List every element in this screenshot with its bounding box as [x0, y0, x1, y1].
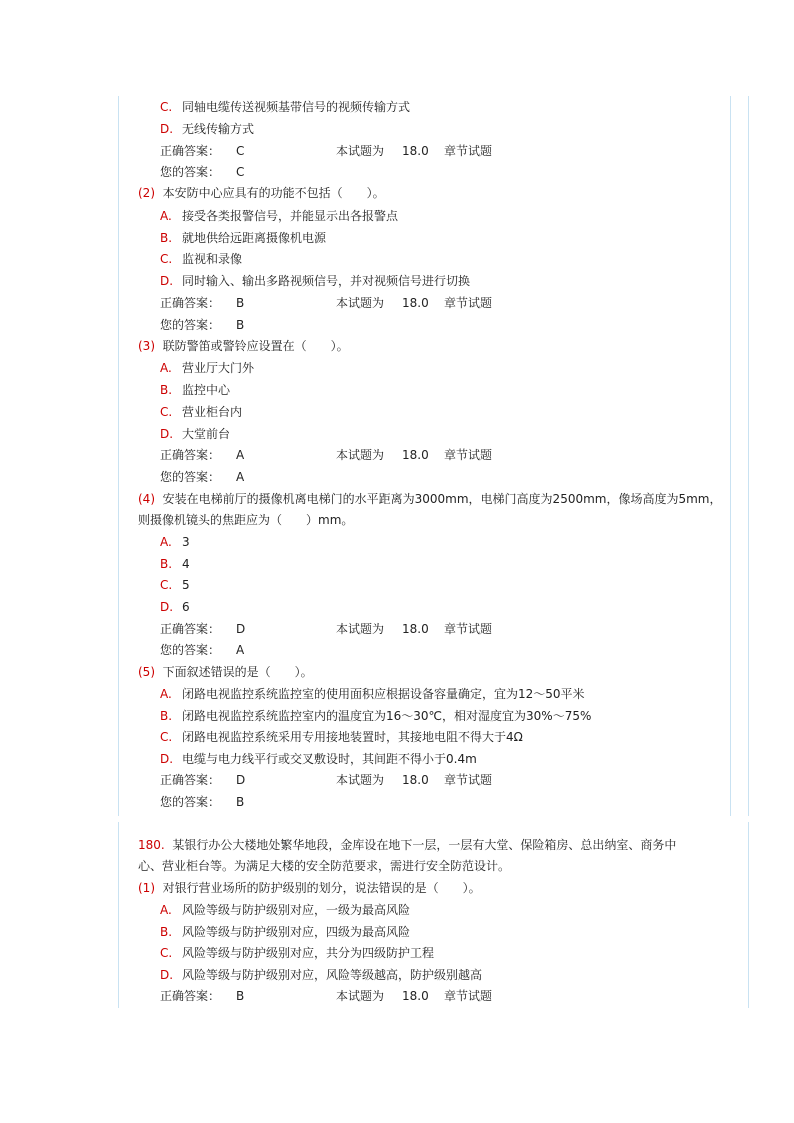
option-c: C. 闭路电视监控系统采用专用接地装置时，其接地电阻不得大于4Ω	[160, 730, 523, 744]
your-answer-row: 您的答案： A	[160, 470, 245, 484]
case-180: 180. 某银行办公大楼地处繁华地段，金库设在地下一层，一层有大堂、保险箱房、总出纳室、商务中	[138, 838, 677, 852]
question-1: (1) 对银行营业场所的防护级别的划分，说法错误的是（ ）。	[138, 881, 481, 895]
option-a: A. 风险等级与防护级别对应，一级为最高风险	[160, 903, 411, 917]
option-d: D. 无线传输方式	[160, 122, 255, 136]
option-c: C. 同轴电缆传送视频基带信号的视频传输方式	[160, 100, 411, 114]
option-c: C. 监视和录像	[160, 252, 243, 266]
option-b: B. 4	[160, 557, 190, 571]
option-c: C. 5	[160, 578, 190, 592]
correct-answer-row: 正确答案： B 本试题为 18.0 章节试题	[160, 989, 493, 1003]
your-answer-row: 您的答案： B	[160, 795, 245, 809]
frame-border-left	[118, 822, 119, 1008]
option-d: D. 同时输入、输出多路视频信号，并对视频信号进行切换	[160, 274, 471, 288]
your-answer-row: 您的答案： C	[160, 165, 245, 179]
frame-border-right	[748, 822, 749, 1008]
option-c: C. 营业柜台内	[160, 405, 243, 419]
your-answer-row: 您的答案： B	[160, 318, 245, 332]
frame-border-right-outer	[748, 96, 749, 816]
option-d: D. 大堂前台	[160, 427, 231, 441]
correct-answer-row: 正确答案： D 本试题为 18.0 章节试题	[160, 622, 493, 636]
option-d: D. 风险等级与防护级别对应，风险等级越高，防护级别越高	[160, 968, 483, 982]
option-b: B. 风险等级与防护级别对应，四级为最高风险	[160, 925, 411, 939]
option-a: A. 营业厅大门外	[160, 361, 255, 375]
question-5: (5) 下面叙述错误的是（ ）。	[138, 665, 313, 679]
option-a: A. 接受各类报警信号，并能显示出各报警点	[160, 209, 399, 223]
option-b: B. 闭路电视监控系统监控室内的温度宜为16～30℃，相对湿度宜为30%～75%	[160, 709, 592, 723]
option-a: A. 闭路电视监控系统监控室的使用面积应根据设备容量确定，宜为12～50平米	[160, 687, 585, 701]
your-answer-row: 您的答案： A	[160, 643, 245, 657]
frame-border-right-inner	[730, 96, 731, 816]
correct-answer-row: 正确答案： B 本试题为 18.0 章节试题	[160, 296, 493, 310]
question-3: (3) 联防警笛或警铃应设置在（ ）。	[138, 339, 349, 353]
question-4-continued: 则摄像机镜头的焦距应为（ ）mm。	[138, 513, 354, 527]
question-4: (4) 安装在电梯前厅的摄像机离电梯门的水平距离为3000mm，电梯门高度为2500mm，像场高度为5mm，	[138, 492, 722, 506]
option-d: D. 6	[160, 600, 190, 614]
correct-answer-row: 正确答案： D 本试题为 18.0 章节试题	[160, 773, 493, 787]
correct-answer-row: 正确答案： C 本试题为 18.0 章节试题	[160, 144, 493, 158]
option-d: D. 电缆与电力线平行或交叉敷设时，其间距不得小于0.4m	[160, 752, 477, 766]
correct-answer-row: 正确答案： A 本试题为 18.0 章节试题	[160, 448, 493, 462]
option-b: B. 监控中心	[160, 383, 231, 397]
case-180-continued: 心、营业柜台等。为满足大楼的安全防范要求，需进行安全防范设计。	[138, 859, 511, 873]
option-c: C. 风险等级与防护级别对应，共分为四级防护工程	[160, 946, 435, 960]
option-a: A. 3	[160, 535, 190, 549]
option-b: B. 就地供给远距离摄像机电源	[160, 231, 327, 245]
frame-border-left	[118, 96, 119, 816]
question-2: (2) 本安防中心应具有的功能不包括（ ）。	[138, 186, 385, 200]
